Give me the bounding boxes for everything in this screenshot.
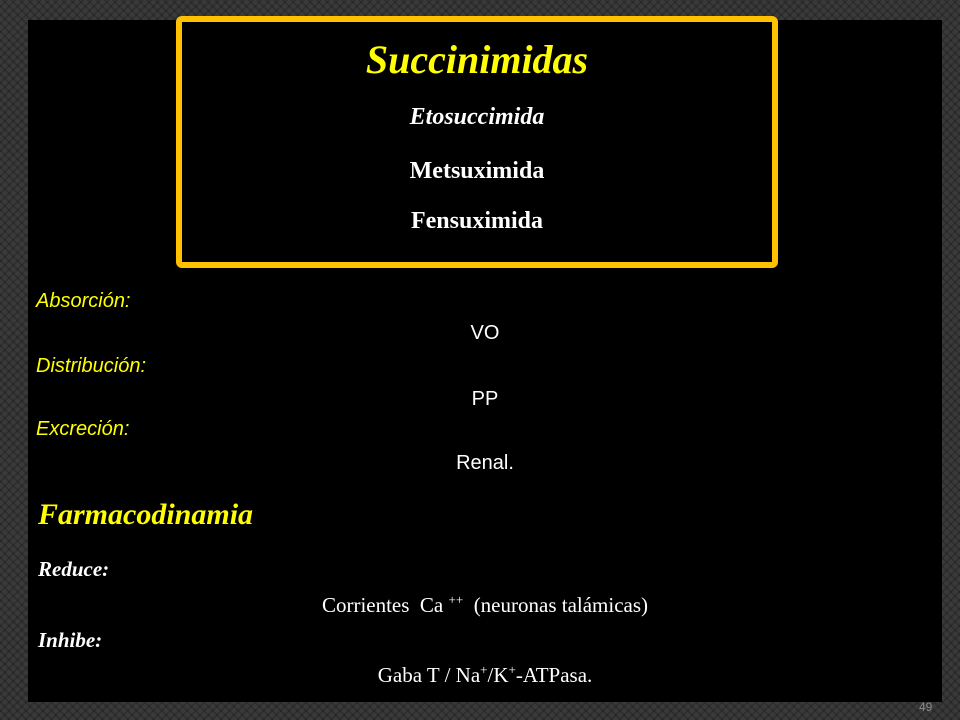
distribution-value: PP (471, 388, 499, 410)
title-box (176, 16, 778, 268)
distribution-label: Distribución: (36, 355, 147, 377)
inhibe-value: Gaba T / Na+/K+-ATPasa. (377, 662, 593, 687)
drug-etosuccimida: Etosuccimida (409, 104, 545, 130)
absorption-value: VO (470, 322, 500, 344)
excretion-value: Renal. (456, 452, 514, 474)
slide (28, 20, 942, 702)
drug-metsuximida: Metsuximida (409, 158, 545, 184)
drug-fensuximida: Fensuximida (410, 208, 544, 234)
reduce-label: Reduce: (38, 557, 110, 581)
slide-title: Succinimidas (365, 37, 589, 82)
slide-number: 49 (919, 700, 933, 714)
absorption-label: Absorción: (36, 290, 131, 312)
reduce-value: Corrientes Ca ++ (neuronas talámicas) (321, 592, 649, 617)
excretion-label: Excreción: (36, 418, 130, 440)
inhibe-label: Inhibe: (38, 628, 103, 652)
pharmacodynamics-heading: Farmacodinamia (38, 498, 254, 531)
